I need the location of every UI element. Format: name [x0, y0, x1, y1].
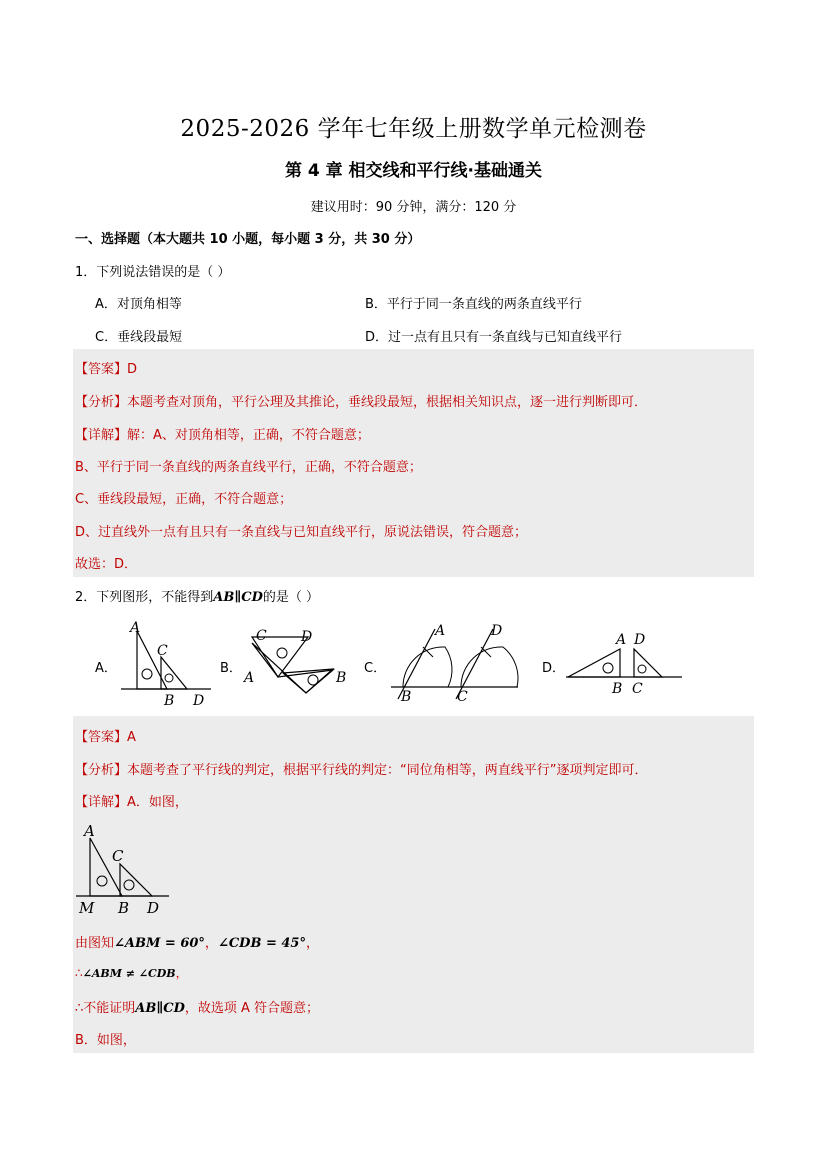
question-2-detail-line: 【详解】A．如图， [75, 795, 188, 810]
question-2-answer: 【答案】A [75, 730, 136, 745]
question-1-detail-line: 【详解】解：A、对顶角相等，正确，不符合题意； [75, 428, 370, 443]
question-1-detail-line: D、过直线外一点有且只有一条直线与已知直线平行，原说法错误，符合题意； [75, 525, 528, 540]
detail-text: ， [175, 966, 188, 980]
question-1-analysis: 【分析】本题考查对顶角，平行公理及其推论，垂线段最短，根据相关知识点，逐一进行判断即可． [75, 395, 648, 410]
point-b-label: B [336, 670, 347, 686]
figure-d-label: D． [542, 661, 566, 676]
point-d-label: D [634, 632, 646, 648]
question-2-stem-prefix: 2．下列图形，不能得到 [75, 590, 214, 605]
parallel-expression: AB∥CD [135, 1001, 185, 1016]
question-1-option-b: B．平行于同一条直线的两条直线平行 [365, 297, 582, 312]
question-2-detail-line: B．如图， [75, 1033, 136, 1048]
point-c-label: C [112, 847, 124, 865]
point-a-label: A [84, 822, 95, 840]
point-c-label: C [157, 643, 168, 659]
figure-a-label: A． [95, 661, 117, 676]
question-1-option-d: D．过一点有且只有一条直线与已知直线平行 [365, 330, 623, 345]
point-b-label: B [118, 899, 130, 916]
paper-title: 2025-2026 学年七年级上册数学单元检测卷 [180, 116, 647, 142]
question-2-stem-suffix: 的是（ ） [262, 590, 319, 605]
point-a-label: A [130, 620, 141, 636]
point-d-label: D [491, 623, 503, 639]
figure-c-label: C． [364, 661, 387, 676]
time-and-score-info: 建议用时：90 分钟，满分：120 分 [310, 200, 517, 215]
question-1-stem: 1．下列说法错误的是（ ） [75, 265, 231, 280]
question-2-stem [75, 586, 319, 605]
figure-c-diagram [383, 617, 523, 707]
question-2-detail-line [75, 964, 188, 981]
angle-inequality-expression: ∠ABM ≠ ∠CDB [82, 967, 176, 980]
question-1-detail-line: C、垂线段最短，正确，不符合题意； [75, 492, 293, 507]
question-2-detail-line [75, 997, 319, 1016]
point-c-label: C [457, 689, 468, 705]
detail-text: ， [204, 936, 218, 951]
point-c-label: C [632, 681, 643, 697]
detail-text: ， [305, 936, 319, 951]
point-a-label: A [435, 623, 446, 639]
detail-text: ，故选项 A 符合题意； [184, 1001, 320, 1016]
point-d-label: D [147, 899, 160, 916]
point-a-label: A [616, 632, 627, 648]
paper-subtitle: 第 4 章 相交线和平行线·基础通关 [284, 161, 543, 181]
question-1-answer: 【答案】D [75, 362, 138, 377]
question-1-detail-line: 故选：D． [75, 557, 138, 572]
detail-text: ∴不能证明 [75, 1001, 136, 1016]
question-1-option-a: A．对顶角相等 [95, 297, 182, 312]
detail-text: 由图知 [75, 936, 115, 951]
angle-cdb-expression: ∠CDB = 45° [217, 936, 306, 951]
figure-d-diagram [562, 625, 687, 697]
point-m-label: M [79, 899, 95, 916]
therefore-symbol: ∴ [75, 966, 83, 980]
figure-a-diagram [115, 617, 215, 709]
question-1-detail-line: B、平行于同一条直线的两条直线平行，正确，不符合题意； [75, 460, 422, 475]
question-2-stem-math: AB∥CD [213, 590, 263, 605]
point-b-label: B [164, 693, 175, 709]
point-b-label: B [401, 689, 412, 705]
point-d-label: D [193, 693, 205, 709]
question-2-detail-line [75, 932, 319, 951]
figure-b-diagram [238, 625, 353, 700]
section-heading: 一、选择题（本大题共 10 小题，每小题 3 分，共 30 分） [75, 232, 421, 247]
figure-b-label: B． [220, 661, 242, 676]
question-2-analysis: 【分析】本题考查了平行线的判定，根据平行线的判定：“同位角相等，两直线平行”逐项判定即可． [75, 763, 648, 778]
point-a-label: A [244, 670, 255, 686]
point-d-label: D [301, 629, 313, 645]
angle-abm-expression: ∠ABM = 60° [114, 936, 205, 951]
question-1-option-c: C．垂线段最短 [95, 330, 183, 345]
point-c-label: C [256, 628, 267, 644]
solution-figure-a [74, 820, 174, 916]
point-b-label: B [612, 681, 623, 697]
